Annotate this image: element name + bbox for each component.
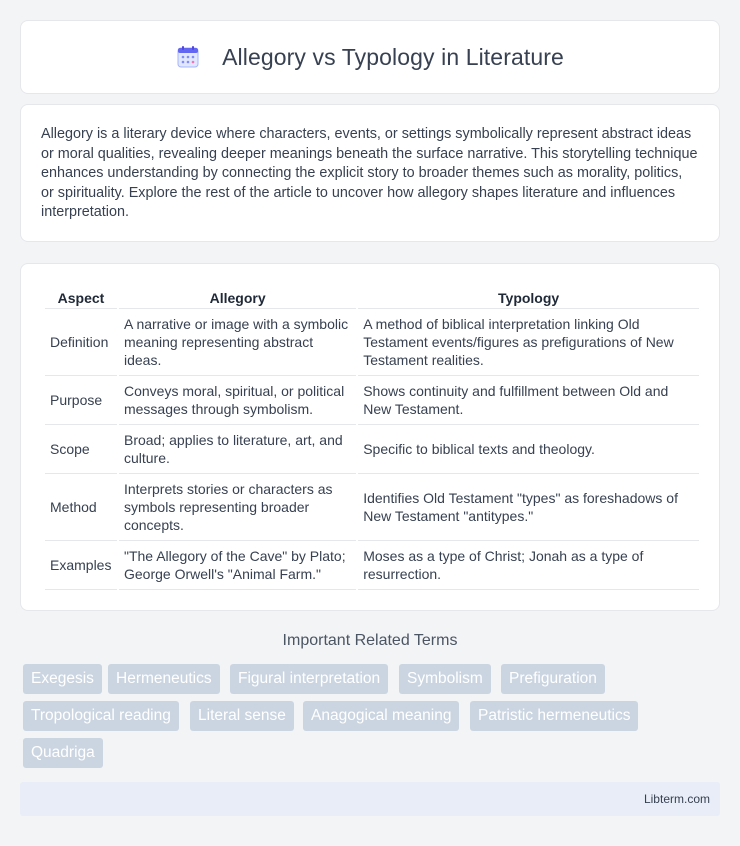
intro-card (20, 104, 720, 242)
row-aspect: Purpose (45, 376, 117, 425)
header-typology: Typology (358, 285, 699, 309)
related-term-tag[interactable]: Literal sense (190, 701, 294, 731)
table-row (45, 376, 699, 425)
table-row (45, 425, 699, 474)
calendar-icon (176, 45, 200, 69)
related-term-tag[interactable]: Hermeneutics (108, 664, 220, 694)
header-aspect: Aspect (45, 285, 117, 309)
related-term-tag[interactable]: Tropological reading (23, 701, 179, 731)
header-allegory: Allegory (119, 285, 356, 309)
related-term-tag[interactable]: Patristic hermeneutics (470, 701, 638, 731)
related-term-tag[interactable]: Quadriga (23, 738, 103, 768)
related-term-tag[interactable]: Exegesis (23, 664, 102, 694)
row-typology: Shows continuity and fulfillment between Old and New Testament. (358, 376, 699, 425)
row-aspect: Examples (45, 541, 117, 590)
related-term-tag[interactable]: Prefiguration (501, 664, 605, 694)
row-aspect: Method (45, 474, 117, 541)
header-card (20, 20, 720, 94)
row-allegory: Interprets stories or characters as symbols representing broader concepts. (119, 474, 356, 541)
row-allegory: A narrative or image with a symbolic meaning representing abstract ideas. (119, 309, 356, 376)
row-allegory: Conveys moral, spiritual, or political messages through symbolism. (119, 376, 356, 425)
page-title: Allegory vs Typology in Literature (222, 43, 564, 70)
row-typology: Specific to biblical texts and theology. (358, 425, 699, 474)
row-typology: Identifies Old Testament "types" as foreshadows of New Testament "antitypes." (358, 474, 699, 541)
row-allegory: Broad; applies to literature, art, and culture. (119, 425, 356, 474)
row-typology: Moses as a type of Christ; Jonah as a type of resurrection. (358, 541, 699, 590)
header (176, 44, 564, 71)
row-aspect: Definition (45, 309, 117, 376)
table-row (45, 309, 699, 376)
table-header-row (45, 285, 699, 309)
row-typology: A method of biblical interpretation linking Old Testament events/figures as prefigurations of New Testament realities. (358, 309, 699, 376)
table-row (45, 474, 699, 541)
related-terms-title: Important Related Terms (282, 632, 458, 649)
row-aspect: Scope (45, 425, 117, 474)
footer (20, 782, 720, 816)
row-allegory: "The Allegory of the Cave" by Plato; George Orwell's "Animal Farm." (119, 541, 356, 590)
intro-text: Allegory is a literary device where characters, events, or settings symbolically represent abstract ideas or moral qualities, revealing deeper meanings beneath the surface narrative. This storytelling technique enhances understanding by connecting the explicit story to broader themes such as morality, politics, or spirituality. Explore the rest of the article to uncover how allegory shapes literature and influences interpretation. (41, 126, 698, 221)
related-term-tag[interactable]: Figural interpretation (230, 664, 388, 694)
table-row (45, 541, 699, 590)
footer-site-link[interactable]: Libterm.com (643, 792, 710, 806)
comparison-table (43, 285, 701, 590)
comparison-card (20, 263, 720, 611)
related-term-tag[interactable]: Anagogical meaning (303, 701, 459, 731)
related-term-tag[interactable]: Symbolism (399, 664, 491, 694)
